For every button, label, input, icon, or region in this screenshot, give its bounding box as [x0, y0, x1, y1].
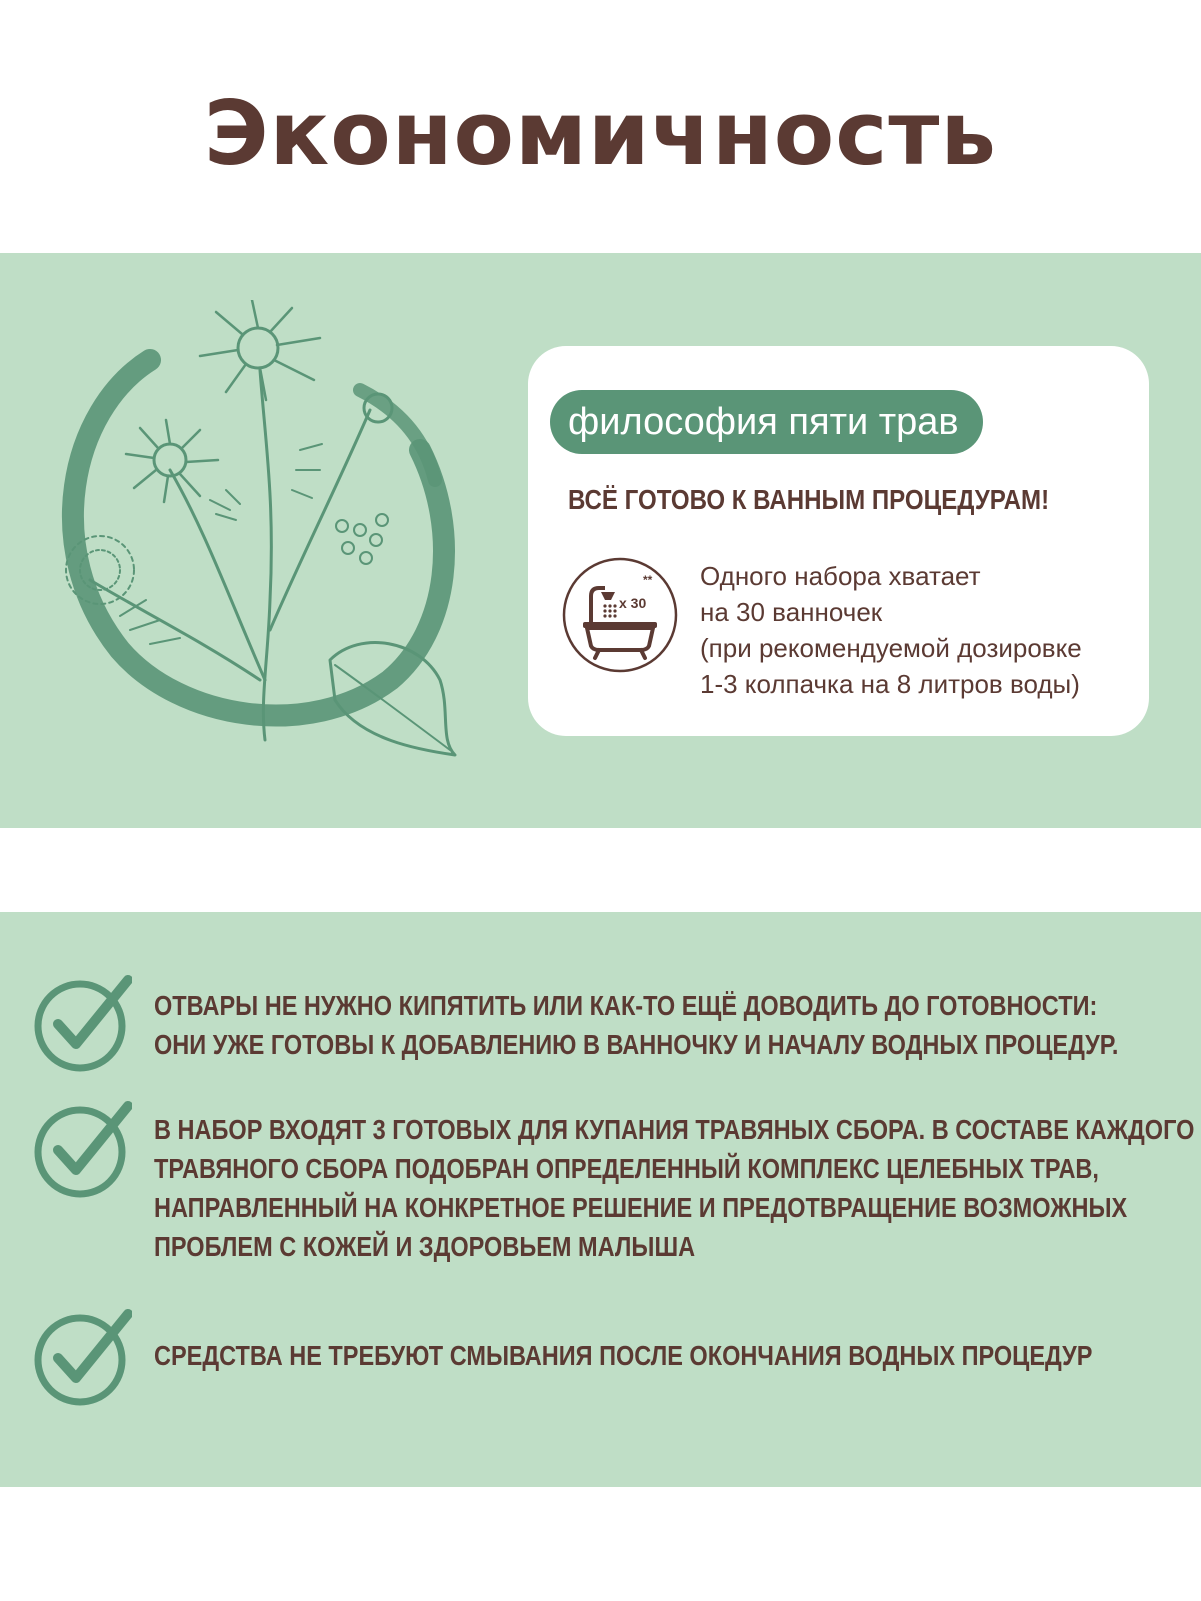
benefit-line: ОТВАРЫ НЕ НУЖНО КИПЯТИТЬ ИЛИ КАК-ТО ЕЩЁ ДОВОДИТЬ ДО ГОТОВНОСТИ:	[154, 990, 1098, 1021]
card-line: Одного набора хватает	[700, 561, 981, 591]
benefit-line: В НАБОР ВХОДЯТ 3 ГОТОВЫХ ДЛЯ КУПАНИЯ ТРАВЯНЫХ СБОРА. В СОСТАВЕ КАЖДОГО	[154, 1114, 1195, 1145]
benefit-line: НАПРАВЛЕННЫЙ НА КОНКРЕТНОЕ РЕШЕНИЕ И ПРЕДОТВРАЩЕНИЕ ВОЗМОЖНЫХ	[154, 1192, 1128, 1223]
checkmark-icon	[32, 974, 132, 1074]
page-title: Экономичность	[203, 82, 998, 185]
benefit-line: ПРОБЛЕМ С КОЖЕЙ И ЗДОРОВЬЕМ МАЛЫША	[154, 1231, 696, 1262]
checkmark-icon	[32, 1308, 132, 1408]
card-line: 1-3 колпачка на 8 литров воды)	[700, 669, 1080, 699]
benefit-line: ОНИ УЖЕ ГОТОВЫ К ДОБАВЛЕНИЮ В ВАННОЧКУ И НАЧАЛУ ВОДНЫХ ПРОЦЕДУР.	[154, 1029, 1119, 1060]
card-description	[700, 558, 1140, 702]
bathtub-icon	[561, 556, 679, 674]
card-heading: ВСЁ ГОТОВО К ВАННЫМ ПРОЦЕДУРАМ!	[568, 484, 1050, 515]
benefit-text	[154, 1336, 1128, 1375]
benefit-text	[154, 1110, 1195, 1266]
herbal-illustration	[30, 300, 480, 770]
icon-stars: **	[643, 573, 653, 587]
benefit-line: СРЕДСТВА НЕ ТРЕБУЮТ СМЫВАНИЯ ПОСЛЕ ОКОНЧАНИЯ ВОДНЫХ ПРОЦЕДУР	[154, 1340, 1093, 1371]
card-line: (при рекомендуемой дозировке	[700, 633, 1082, 663]
brand-pill: философия пяти трав	[550, 390, 983, 454]
checkmark-icon	[32, 1100, 132, 1200]
icon-badge: x 30	[619, 595, 647, 611]
card-line: на 30 ванночек	[700, 597, 883, 627]
benefit-text	[154, 986, 1128, 1064]
benefit-line: ТРАВЯНОГО СБОРА ПОДОБРАН ОПРЕДЕЛЕННЫЙ КОМПЛЕКС ЦЕЛЕБНЫХ ТРАВ,	[154, 1153, 1099, 1184]
info-card	[528, 346, 1149, 736]
